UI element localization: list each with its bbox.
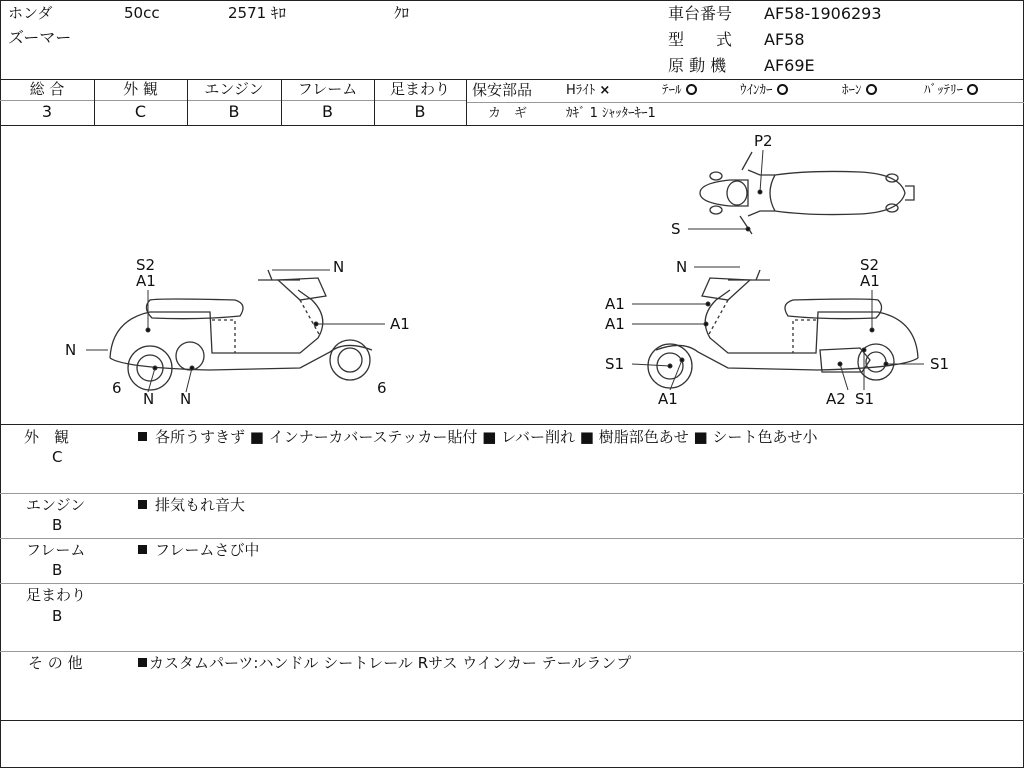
divider — [0, 424, 1024, 425]
note-label-suspension: 足まわり — [26, 586, 87, 604]
grade-label-frame: フレーム — [297, 80, 358, 98]
bullet-square-icon — [138, 545, 147, 554]
headlight-mark: × — [599, 83, 611, 98]
label-a1-left-side: A1 — [390, 315, 410, 333]
label-s2-right: S2 — [860, 256, 880, 274]
divider — [0, 583, 1024, 584]
color: ｸﾛ — [394, 4, 410, 22]
bullet-square-icon — [138, 500, 147, 509]
note-grade-suspension: B — [52, 607, 63, 625]
type-value: AF58 — [764, 30, 805, 49]
bullet-square-icon — [138, 432, 147, 441]
note-grade-exterior: C — [52, 448, 63, 466]
engine-label: 原 動 機 — [668, 56, 727, 75]
label-n-left-bottom1: N — [143, 390, 155, 408]
label-s1-right-right: S1 — [930, 355, 950, 373]
label-a2-right: A2 — [826, 390, 846, 408]
safety-battery: ﾊﾞｯﾃﾘｰ — [924, 84, 978, 97]
note-grade-frame: B — [52, 561, 63, 579]
grade-label-engine: エンジン — [204, 80, 264, 98]
note-grade-engine: B — [52, 516, 63, 534]
grade-value-suspension: B — [414, 102, 426, 121]
note-label-engine: エンジン — [26, 496, 86, 514]
frame-no: AF58-1906293 — [764, 4, 882, 23]
bullet-square-icon — [138, 658, 147, 667]
label-p2: P2 — [754, 132, 773, 150]
top-view-scooter — [700, 152, 914, 234]
safety-winker: ｳｲﾝｶｰ — [740, 84, 788, 97]
model-name: ズーマー — [8, 28, 72, 47]
scooter-diagram — [0, 126, 1024, 426]
label-n-left-front: N — [65, 341, 77, 359]
divider — [466, 79, 467, 125]
grade-label-exterior: 外 観 — [123, 80, 158, 98]
mileage: 2571 ｷﾛ — [228, 4, 286, 22]
label-a1-left-top: A1 — [136, 272, 156, 290]
label-n-left-handle: N — [333, 258, 345, 276]
label-a1-right-top: A1 — [860, 272, 880, 290]
note-label-frame: フレーム — [26, 541, 86, 559]
frame-no-label: 車台番号 — [668, 4, 733, 23]
label-a1-right-b: A1 — [605, 315, 625, 333]
note-text-other: カスタムパーツ:ハンドル シートレール Rサス ウインカー テールランプ — [138, 656, 631, 671]
divider — [0, 651, 1024, 652]
displacement: 50cc — [124, 4, 160, 22]
key-label: カ ギ — [488, 106, 528, 121]
key-value: ｶｷﾞ 1 ｼｬｯﾀｰｷｰ1 — [566, 106, 656, 121]
divider — [0, 100, 466, 101]
maker: ホンダ — [8, 4, 53, 22]
ok-circle-icon — [967, 84, 978, 95]
safety-horn: ﾎｰﾝ — [842, 84, 877, 97]
divider — [0, 538, 1024, 539]
label-6-right: 6 — [377, 379, 387, 397]
divider — [0, 720, 1024, 721]
note-text-exterior: 各所うすきず ■ インナーカバーステッカー貼付 ■ レバー削れ ■ 樹脂部色あせ ■ シート色あせ小 — [138, 430, 817, 445]
safety-label: 保安部品 — [472, 81, 533, 99]
grade-value-exterior: C — [134, 102, 147, 121]
divider — [0, 493, 1024, 494]
note-label-exterior: 外 観 — [24, 428, 70, 446]
divider — [466, 102, 1024, 103]
label-s-top: S — [671, 220, 681, 238]
grade-value-frame: B — [322, 102, 333, 121]
ok-circle-icon — [686, 84, 697, 95]
engine-value: AF69E — [764, 56, 815, 75]
grade-value-engine: B — [228, 102, 240, 121]
label-6-left: 6 — [112, 379, 122, 397]
ok-circle-icon — [777, 84, 788, 95]
note-text-frame: フレームさび中 — [138, 543, 259, 558]
label-a1-right-bottom: A1 — [658, 390, 678, 408]
note-label-other: そ の 他 — [28, 654, 83, 672]
label-s1-right-left: S1 — [605, 355, 625, 373]
label-n-right-handle: N — [676, 258, 688, 276]
note-text-engine: 排気もれ音大 — [138, 498, 245, 513]
safety-headlight: Hﾗｲﾄ × — [566, 83, 611, 98]
ok-circle-icon — [866, 84, 877, 95]
label-n-left-bottom2: N — [180, 390, 192, 408]
grade-value-overall: 3 — [41, 102, 53, 121]
type-label: 型 式 — [668, 30, 733, 49]
label-s2-left: S2 — [136, 256, 156, 274]
grade-label-suspension: 足まわり — [389, 80, 450, 98]
grade-label-overall: 総 合 — [29, 80, 65, 98]
safety-tail: ﾃｰﾙ — [662, 84, 697, 97]
label-s1-right-bottom: S1 — [855, 390, 875, 408]
label-a1-right-a: A1 — [605, 295, 625, 313]
